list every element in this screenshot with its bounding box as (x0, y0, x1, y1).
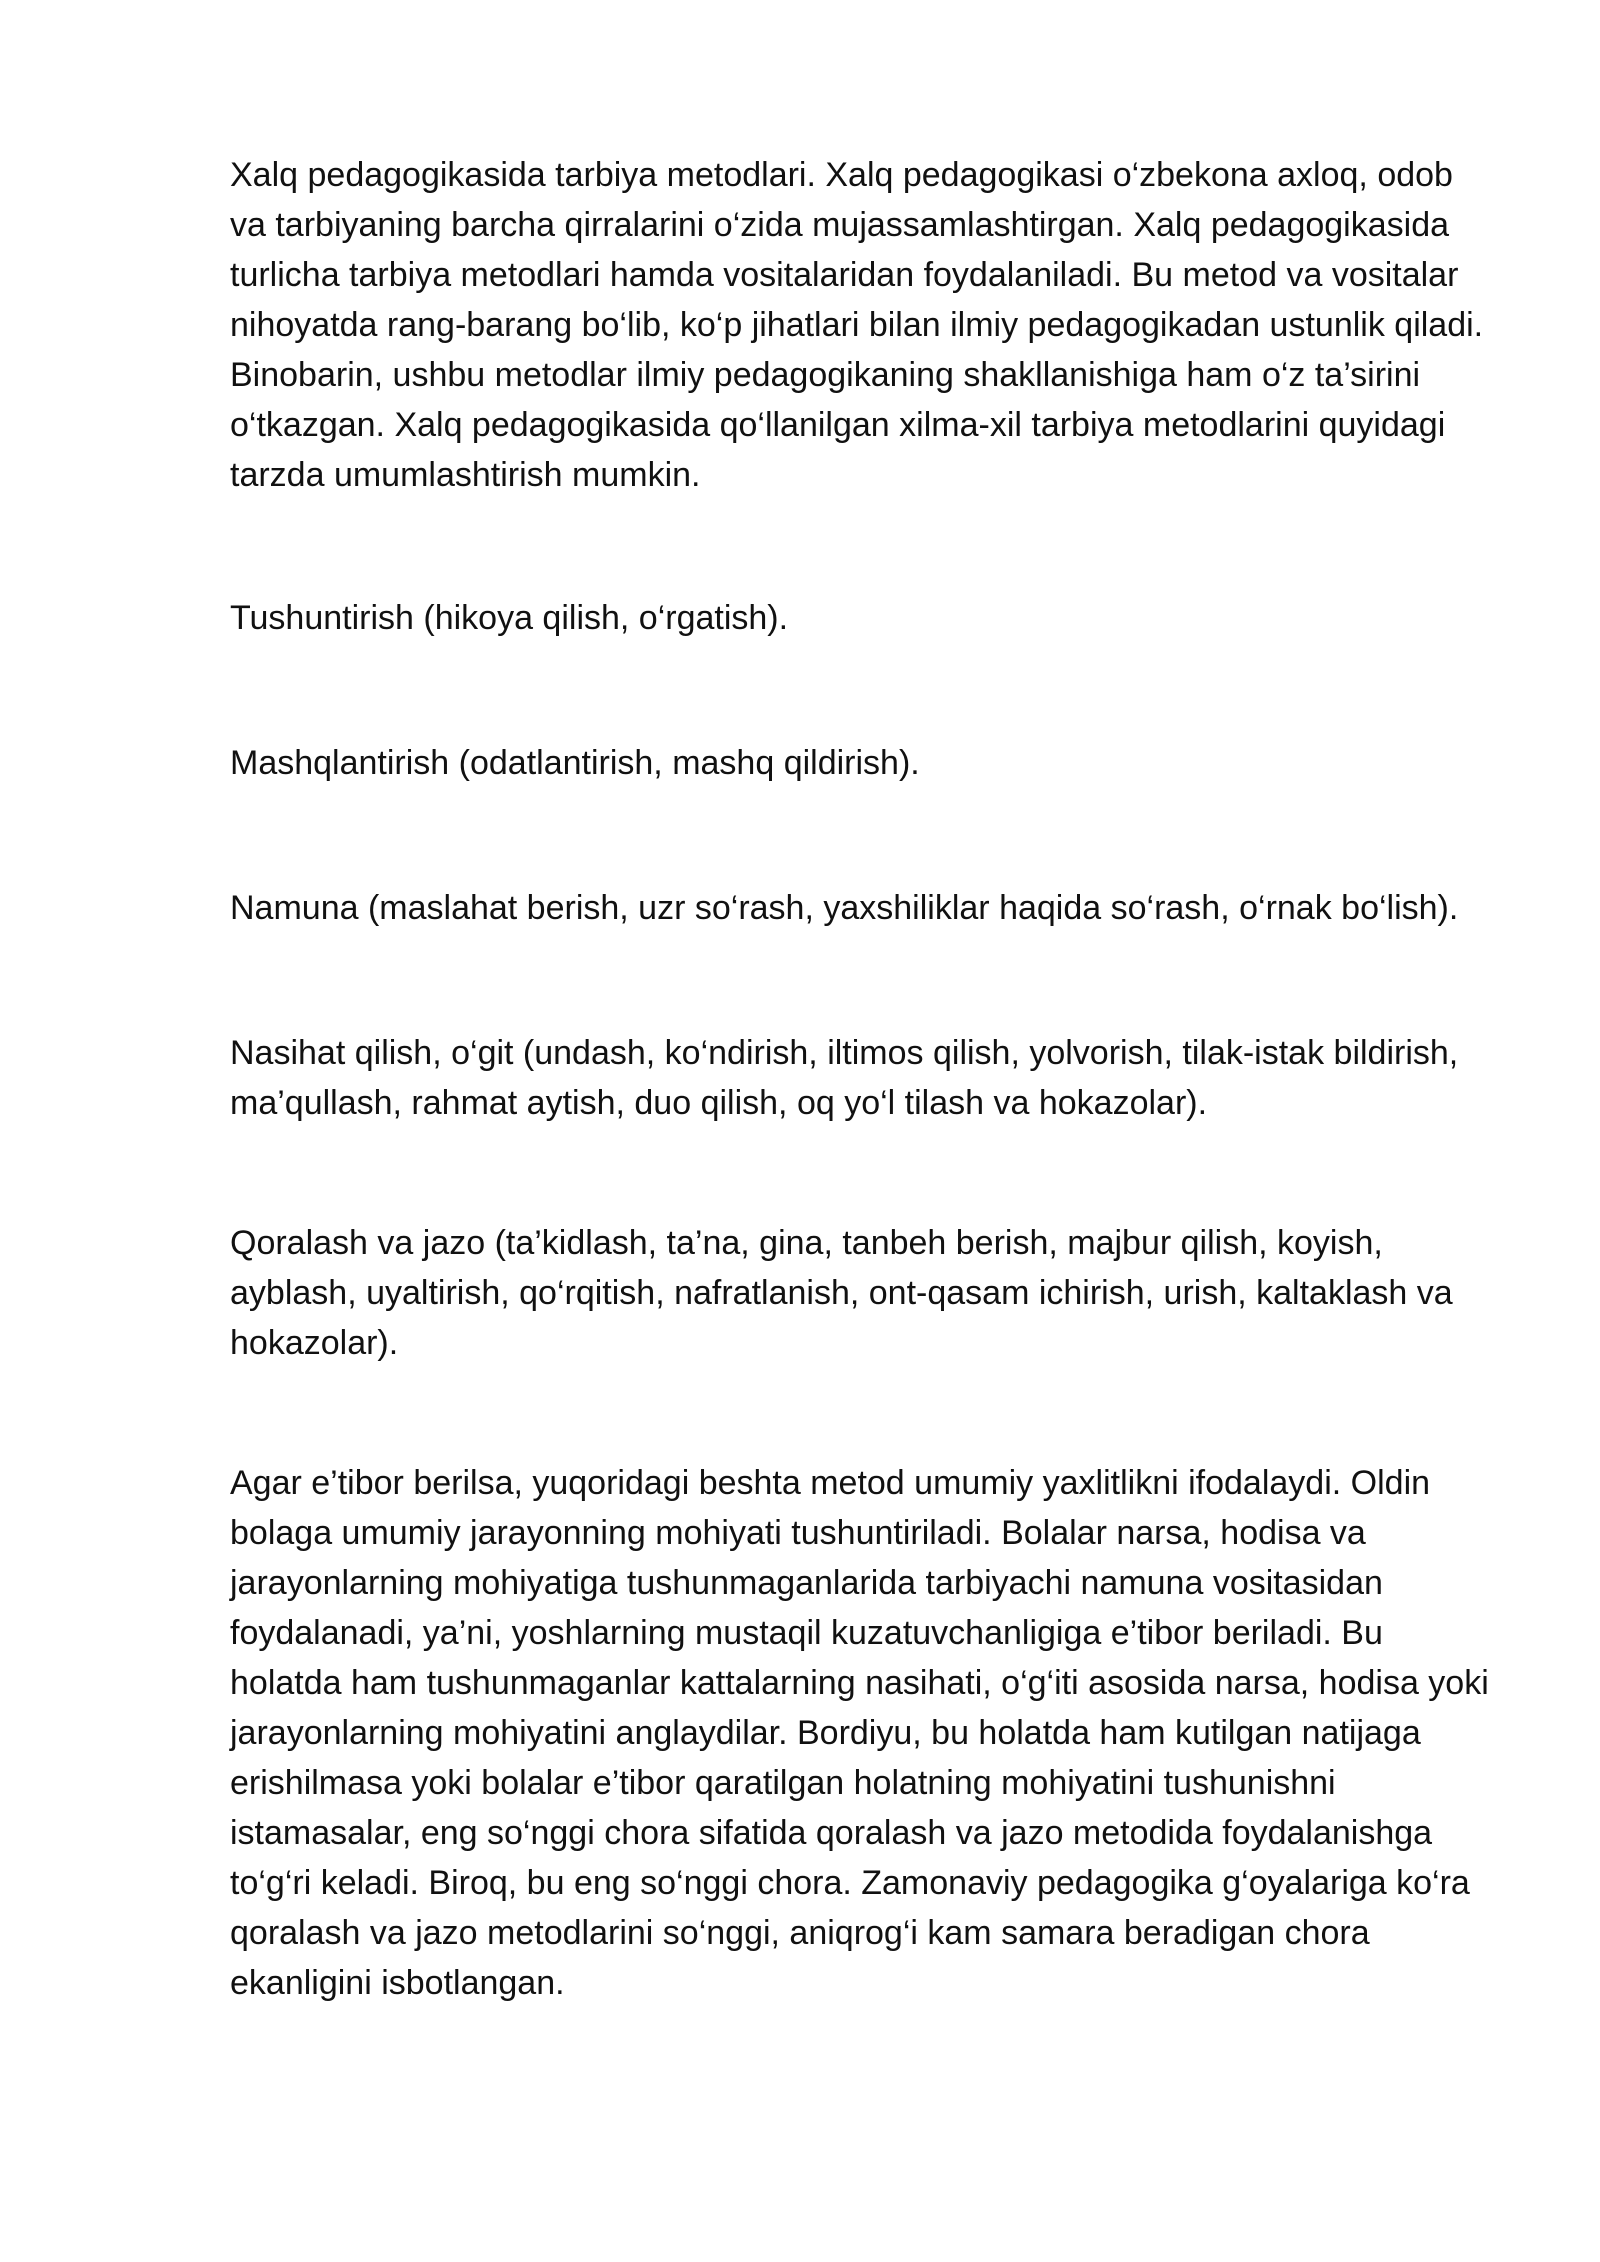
conclusion-paragraph: Agar e’tibor berilsa, yuqoridagi beshta metod umumiy yaxlitlikni ifodalaydi. Oldin bolaga umumiy jarayonning mohiyati tushuntiriladi. Bolalar narsa, hodisa va jarayonlarning mohiyatiga tushunmaganlarida tarbiyachi namuna vositasidan foydalanadi, ya’ni, yoshlarning mustaqil kuzatuvchanligiga e’tibor beriladi. Bu holatda ham tushunmaganlar kattalarning nasihati, o‘g‘iti asosida narsa, hodisa yoki jarayonlarning mohiyatini anglaydilar. Bordiyu, bu holatda ham kutilgan natijaga erishilmasa yoki bolalar e’tibor qaratilgan holatning mohiyatini tushunishni istamasalar, eng so‘nggi chora sifatida qoralash va jazo metodida foydalanishga to‘g‘ri keladi. Biroq, bu eng so‘nggi chora. Zamonaviy pedagogika g‘oyalariga ko‘ra qoralash va jazo metodlarini so‘nggi, aniqrog‘i kam samara beradigan chora ekanligini isbotlangan. (230, 1464, 1489, 2002)
method-explanation: Tushuntirish (hikoya qilish, o‘rgatish). (230, 599, 789, 637)
method-example: Namuna (maslahat berish, uzr so‘rash, yaxshiliklar haqida so‘rash, o‘rnak bo‘lish). (230, 889, 1459, 927)
intro-paragraph: Xalq pedagogikasida tarbiya metodlari. Xalq pedagogikasi o‘zbekona axloq, odob va tarbiyaning barcha qirralarini o‘zida mujassamlashtirgan. Xalq pedagogikasida turlicha tarbiya metodlari hamda vositalaridan foydalaniladi. Bu metod va vositalar nihoyatda rang-barang bo‘lib, ko‘p jihatlari bilan ilmiy pedagogikadan ustunlik qiladi. Binobarin, ushbu metodlar ilmiy pedagogikaning shakllanishiga ham o‘z ta’sirini o‘tkazgan. Xalq pedagogikasida qo‘llanilgan xilma-xil tarbiya metodlarini quyidagi tarzda umumlashtirish mumkin. (230, 156, 1484, 494)
method-exercise: Mashqlantirish (odatlantirish, mashq qildirish). (230, 744, 920, 782)
method-punishment: Qoralash va jazo (ta’kidlash, ta’na, gina, tanbeh berish, majbur qilish, koyish, ayblash, uyaltirish, qo‘rqitish, nafratlanish, ont-qasam ichirish, urish, kaltaklash va hokazolar). (230, 1224, 1453, 1362)
document-body (230, 150, 1490, 2008)
method-advice: Nasihat qilish, o‘git (undash, ko‘ndirish, iltimos qilish, yolvorish, tilak-istak bildirish, ma’qullash, rahmat aytish, duo qilish, oq yo‘l tilash va hokazolar). (230, 1034, 1459, 1122)
